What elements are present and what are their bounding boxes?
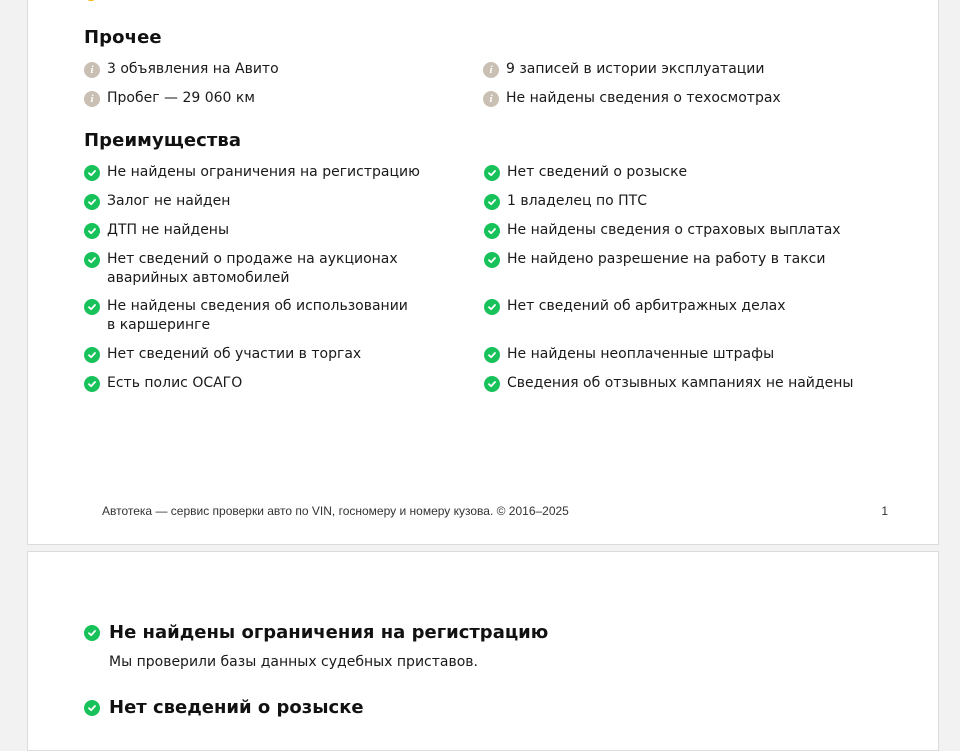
list-item: i Не найдены сведения о техосмотрах bbox=[483, 89, 883, 108]
check-circle-icon bbox=[484, 252, 500, 268]
list-item: Не найдено разрешение на работу в такси bbox=[484, 250, 904, 269]
check-circle-icon bbox=[84, 625, 100, 641]
check-circle-icon bbox=[484, 347, 500, 363]
check-circle-icon bbox=[84, 700, 100, 716]
list-item: Нет сведений о розыске bbox=[484, 163, 904, 182]
detail-heading: Не найдены ограничения на регистрацию bbox=[84, 622, 548, 643]
list-item: 1 владелец по ПТС bbox=[484, 192, 904, 211]
list-item: Нет сведений об арбитражных делах bbox=[484, 297, 904, 316]
check-circle-icon bbox=[484, 299, 500, 315]
check-circle-icon bbox=[84, 165, 100, 181]
check-circle-icon bbox=[84, 223, 100, 239]
check-circle-icon bbox=[484, 165, 500, 181]
detail-description: Мы проверили базы данных судебных приставов. bbox=[109, 654, 478, 670]
check-circle-icon bbox=[484, 194, 500, 210]
list-item: ДТП не найдены bbox=[84, 221, 469, 240]
info-icon: i bbox=[483, 62, 499, 78]
report-page-1 bbox=[27, 0, 939, 545]
info-icon: i bbox=[84, 91, 100, 107]
list-item: Не найдены сведения об использовании в каршеринге bbox=[84, 297, 414, 335]
list-item: Нет сведений о продаже на аукционах аварийных автомобилей bbox=[84, 250, 469, 288]
info-icon: i bbox=[84, 62, 100, 78]
list-item: Есть полис ОСАГО bbox=[84, 374, 469, 393]
report-page-2 bbox=[27, 551, 939, 751]
list-item: Нет сведений об участии в торгах bbox=[84, 345, 469, 364]
list-item: i 9 записей в истории эксплуатации bbox=[483, 60, 883, 79]
check-circle-icon bbox=[484, 223, 500, 239]
list-item: Не найдены ограничения на регистрацию bbox=[84, 163, 469, 182]
check-circle-icon bbox=[484, 376, 500, 392]
check-circle-icon bbox=[84, 252, 100, 268]
section-title-advantages: Преимущества bbox=[84, 130, 242, 151]
warning-icon bbox=[84, 0, 98, 1]
check-circle-icon bbox=[84, 299, 100, 315]
check-circle-icon bbox=[84, 376, 100, 392]
list-item: Не найдены неоплаченные штрафы bbox=[484, 345, 904, 364]
check-circle-icon bbox=[84, 194, 100, 210]
detail-heading: Нет сведений о розыске bbox=[84, 697, 364, 718]
list-item: Не найдены сведения о страховых выплатах bbox=[484, 221, 904, 240]
list-item: Залог не найден bbox=[84, 192, 469, 211]
info-icon: i bbox=[483, 91, 499, 107]
page-footer: Автотека — сервис проверки авто по VIN, госномеру и номеру кузова. © 2016–2025 bbox=[102, 504, 569, 518]
list-item: i 3 объявления на Авито bbox=[84, 60, 464, 79]
page-number: 1 bbox=[881, 504, 888, 518]
list-item: i Пробег — 29 060 км bbox=[84, 89, 464, 108]
list-item: Сведения об отзывных кампаниях не найдены bbox=[484, 374, 904, 393]
check-circle-icon bbox=[84, 347, 100, 363]
section-title-other: Прочее bbox=[84, 27, 162, 48]
